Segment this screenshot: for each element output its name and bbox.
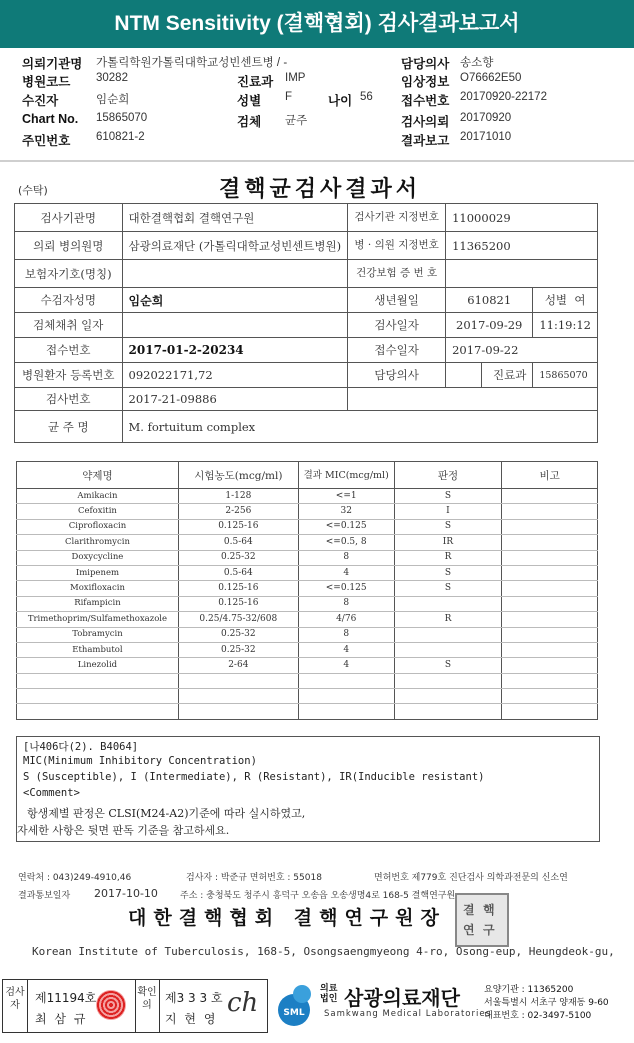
- info-cell: 검체채취 일자: [15, 313, 123, 338]
- lab-prefix: 의료법인: [320, 984, 338, 1004]
- drug-cell: Trimethoprim/Sulfamethoxazole: [17, 612, 179, 627]
- info-cell: 검사기관명: [15, 204, 123, 232]
- drug-cell: Imipenem: [17, 565, 179, 580]
- info-cell: 임순희: [122, 288, 348, 313]
- drug-cell: [502, 704, 598, 719]
- request-label: 검사의뢰: [401, 115, 450, 129]
- drug-cell: [298, 704, 394, 719]
- org-name: 대한결핵협회 결핵연구원장: [128, 907, 446, 929]
- drug-cell: [502, 504, 598, 519]
- info-cell: 여: [574, 293, 586, 307]
- drug-cell: [178, 689, 298, 704]
- header-divider: [0, 160, 634, 162]
- drug-cell: [178, 704, 298, 719]
- drug-cell: R: [394, 612, 502, 627]
- drug-row: [17, 627, 598, 642]
- doctor-label: 담당의사: [401, 57, 450, 71]
- info-cell: 검사번호: [15, 388, 123, 411]
- drug-cell: 32: [298, 504, 394, 519]
- drug-header: 시험농도(mcg/ml): [178, 462, 298, 489]
- lab-code: 요양기관 : 11365200: [484, 985, 574, 995]
- drug-row: [17, 689, 598, 704]
- clinical-value: O76662E50: [460, 72, 522, 84]
- info-cell: [446, 260, 598, 288]
- drug-cell: Tobramycin: [17, 627, 179, 642]
- info-cell: 검사일자: [348, 313, 446, 338]
- drug-table: [16, 461, 598, 720]
- drug-row: [17, 550, 598, 565]
- sml-logo-icon: [272, 982, 318, 1030]
- report-date-value: 20171010: [460, 131, 512, 143]
- tester-number: 제11194호: [35, 991, 97, 1005]
- drug-header: 비고: [502, 462, 598, 489]
- info-cell: [348, 388, 598, 411]
- drug-cell: <=0.5, 8: [298, 535, 394, 550]
- drug-cell: [502, 596, 598, 611]
- dept-label: 진료과: [237, 75, 274, 89]
- drug-cell: Doxycycline: [17, 550, 179, 565]
- drug-cell: [502, 673, 598, 688]
- drug-row: [17, 596, 598, 611]
- chart-label: Chart No.: [22, 112, 79, 126]
- info-cell: 담당의사: [348, 363, 446, 388]
- drug-cell: I: [394, 504, 502, 519]
- drug-row: [17, 704, 598, 719]
- drug-cell: [178, 673, 298, 688]
- divider: [159, 980, 160, 1032]
- info-cell: 2017-09-22: [446, 338, 598, 363]
- drug-cell: [502, 535, 598, 550]
- lab-address: 서울특별시 서초구 양재동 9-60: [484, 998, 609, 1008]
- info-cell: [122, 313, 348, 338]
- drug-header: 약제명: [17, 462, 179, 489]
- drug-cell: [394, 689, 502, 704]
- lab-english: Samkwang Medical Laboratories: [324, 1009, 492, 1019]
- contact-text: 연락처 : 043)249-4910,46: [18, 873, 132, 883]
- drug-cell: [298, 673, 394, 688]
- tester-name: 최 삼 규: [35, 1012, 88, 1026]
- lab-phone: 대표번호 : 02-3497-5100: [484, 1011, 592, 1021]
- doctor-value: 송소향: [460, 57, 494, 69]
- drug-cell: Clarithromycin: [17, 535, 179, 550]
- drug-cell: [17, 689, 179, 704]
- drug-cell: [394, 704, 502, 719]
- drug-cell: [502, 642, 598, 657]
- info-cell: 11365200: [446, 232, 598, 260]
- chart-value: 15865070: [96, 112, 148, 124]
- drug-cell: 0.25-32: [178, 642, 298, 657]
- lab-info: [484, 984, 609, 1023]
- logo-text: SML: [283, 1008, 305, 1018]
- drug-cell: [502, 489, 598, 504]
- note-line: 항생제별 판정은 CLSI(M24-A2)기준에 따라 실시하였고,: [27, 807, 306, 820]
- drug-row: [17, 489, 598, 504]
- drug-cell: Amikacin: [17, 489, 179, 504]
- drug-cell: [502, 689, 598, 704]
- drug-cell: 4: [298, 642, 394, 657]
- sex-value: F: [285, 91, 293, 103]
- drug-cell: [394, 642, 502, 657]
- info-cell: 092022171,72: [122, 363, 348, 388]
- drug-cell: 0.5-64: [178, 565, 298, 580]
- info-cell: 2017-01-2-20234: [122, 338, 348, 363]
- drug-cell: <=1: [298, 489, 394, 504]
- info-cell: 수검자성명: [15, 288, 123, 313]
- drug-row: [17, 581, 598, 596]
- lab-name: 삼광의료재단: [344, 986, 460, 1010]
- institution-value: 가톨릭학원가톨릭대학교성빈센트병 / -: [96, 57, 288, 69]
- english-address: Korean Institute of Tuberculosis, 168-5, Osongsaengmyeong 4-ro, Osong-eup, Heungdeok-gu,: [32, 945, 615, 958]
- hospital-code-label: 병원코드: [22, 75, 71, 89]
- drug-cell: Ethambutol: [17, 642, 179, 657]
- drug-row: [17, 658, 598, 673]
- info-cell: 접수번호: [15, 338, 123, 363]
- info-cell: 대한결핵협회 결핵연구원: [122, 204, 348, 232]
- drug-cell: S: [394, 658, 502, 673]
- drug-row: [17, 535, 598, 550]
- institution-label: 의뢰기관명: [22, 57, 83, 71]
- drug-row: [17, 519, 598, 534]
- drug-cell: 0.25-32: [178, 550, 298, 565]
- drug-header: 결과 MIC(mcg/ml): [298, 462, 394, 489]
- note-line: <Comment>: [23, 787, 80, 799]
- drug-cell: 0.125-16: [178, 581, 298, 596]
- drug-cell: <=0.125: [298, 581, 394, 596]
- drug-cell: 2-64: [178, 658, 298, 673]
- info-cell: [122, 260, 348, 288]
- drug-row: [17, 673, 598, 688]
- info-cell: 11000029: [446, 204, 598, 232]
- info-cell: 균 주 명: [15, 411, 123, 443]
- rrn-value: 610821-2: [96, 131, 145, 143]
- drug-cell: 0.25/4.75-32/608: [178, 612, 298, 627]
- drug-cell: R: [394, 550, 502, 565]
- specimen-label: 검체: [237, 115, 262, 129]
- info-cell: 보험자기호(명칭): [15, 260, 123, 288]
- drug-cell: 4: [298, 565, 394, 580]
- info-cell: 병원환자 등록번호: [15, 363, 123, 388]
- address-text: 주소 : 충청북도 청주시 흥덕구 오송읍 오송생명4로 168-5 결핵연구원: [180, 891, 456, 901]
- drug-cell: 4: [298, 658, 394, 673]
- drug-cell: [17, 673, 179, 688]
- confirm-vertical-label: 확인의: [137, 987, 157, 1011]
- note-line: MIC(Minimum Inhibitory Concentration): [23, 755, 257, 767]
- drug-cell: S: [394, 581, 502, 596]
- drug-cell: [502, 612, 598, 627]
- report-date-text: 2017-10-10: [94, 887, 158, 900]
- note-line: S (Susceptible), I (Intermediate), R (Resistant), IR(Inducible resistant): [23, 771, 485, 783]
- receipt-label: 접수번호: [401, 94, 450, 108]
- drug-cell: <=0.125: [298, 519, 394, 534]
- note-line: [나406다(2). B4064]: [23, 741, 139, 753]
- request-value: 20170920: [460, 112, 512, 124]
- drug-row: [17, 504, 598, 519]
- report-date-label-text: 결과통보일자: [18, 891, 71, 901]
- hospital-code-value: 30282: [96, 72, 128, 84]
- divider: [27, 980, 28, 1032]
- sex-label: 성별: [237, 94, 262, 108]
- drug-cell: Linezolid: [17, 658, 179, 673]
- drug-cell: 8: [298, 596, 394, 611]
- info-cell: 건강보험 증 번 호: [348, 260, 446, 288]
- info-cell: 11:19:12: [533, 313, 598, 338]
- info-cell: 610821: [446, 288, 533, 313]
- info-cell: 삼광의료재단 (가톨릭대학교성빈센트병원): [122, 232, 348, 260]
- drug-cell: [502, 550, 598, 565]
- patient-label: 수진자: [22, 94, 59, 108]
- info-cell: 2017-21-09886: [122, 388, 348, 411]
- info-cell: 생년월일: [348, 288, 446, 313]
- info-cell: M. fortuitum complex: [122, 411, 597, 443]
- info-cell: 병 · 의원 지정번호: [348, 232, 446, 260]
- drug-cell: [17, 704, 179, 719]
- drug-cell: [502, 581, 598, 596]
- info-cell: 15865070: [533, 363, 598, 388]
- drug-cell: Moxifloxacin: [17, 581, 179, 596]
- copy-mark: (수탁): [18, 184, 48, 197]
- drug-cell: Cefoxitin: [17, 504, 179, 519]
- patient-value: 임순희: [96, 94, 130, 106]
- drug-cell: [394, 673, 502, 688]
- info-cell: 2017-09-29: [446, 313, 533, 338]
- notes-box: [16, 736, 600, 842]
- confirm-name: 지 현 영: [165, 1012, 218, 1026]
- drug-cell: 0.125-16: [178, 596, 298, 611]
- drug-cell: [502, 519, 598, 534]
- info-cell: 접수일자: [348, 338, 446, 363]
- age-label: 나이: [328, 94, 353, 108]
- drug-cell: 8: [298, 550, 394, 565]
- info-cell: 검사기관 지정번호: [348, 204, 446, 232]
- report-main-title: 결핵균검사결과서: [218, 177, 422, 202]
- drug-row: [17, 612, 598, 627]
- drug-cell: S: [394, 565, 502, 580]
- drug-cell: [298, 689, 394, 704]
- drug-row: [17, 642, 598, 657]
- drug-header: 판정: [394, 462, 502, 489]
- report-title: NTM Sensitivity (결핵협회) 검사결과보고서: [0, 0, 634, 48]
- drug-cell: S: [394, 519, 502, 534]
- signature-box: [2, 979, 268, 1033]
- drug-cell: [394, 596, 502, 611]
- clinical-label: 임상정보: [401, 75, 450, 89]
- drug-cell: [502, 565, 598, 580]
- drug-cell: 1-128: [178, 489, 298, 504]
- drug-cell: Ciprofloxacin: [17, 519, 179, 534]
- signature: ch: [227, 988, 259, 1018]
- info-cell: 의뢰 병의원명: [15, 232, 123, 260]
- drug-cell: IR: [394, 535, 502, 550]
- info-cell: 진료과: [481, 363, 532, 388]
- rrn-label: 주민번호: [22, 134, 71, 148]
- drug-cell: Rifampicin: [17, 596, 179, 611]
- report-date-label: 결과보고: [401, 134, 450, 148]
- drug-cell: S: [394, 489, 502, 504]
- header-info: [0, 48, 634, 158]
- info-cell: [446, 363, 482, 388]
- drug-cell: [394, 627, 502, 642]
- drug-cell: 8: [298, 627, 394, 642]
- info-cell: 성별: [544, 293, 568, 307]
- drug-cell: [502, 658, 598, 673]
- drug-cell: 0.125-16: [178, 519, 298, 534]
- note-line: 자세한 사항은 뒷면 판독 기준을 참고하세요.: [17, 824, 230, 837]
- drug-cell: 2-256: [178, 504, 298, 519]
- tester-vertical-label: 검사자: [5, 987, 25, 1011]
- confirm-number: 제3 3 3 호: [165, 991, 223, 1005]
- receipt-value: 20170920-22172: [460, 91, 547, 103]
- tester-seal-icon: [96, 990, 126, 1020]
- age-value: 56: [360, 91, 373, 103]
- specimen-value: 균주: [285, 115, 308, 127]
- drug-cell: [502, 627, 598, 642]
- drug-cell: 0.5-64: [178, 535, 298, 550]
- license-text: 면허번호 제779호 진단검사 의학과전문의 신소연: [374, 873, 568, 883]
- info-cell: [533, 288, 598, 313]
- patient-info-table: [14, 203, 598, 443]
- dept-value: IMP: [285, 72, 306, 84]
- drug-cell: 0.25-32: [178, 627, 298, 642]
- drug-row: [17, 565, 598, 580]
- official-seal-icon: 결 핵 연 구: [455, 893, 509, 947]
- drug-cell: 4/76: [298, 612, 394, 627]
- tester-text: 검사자 : 박준규 면허번호 : 55018: [186, 873, 322, 883]
